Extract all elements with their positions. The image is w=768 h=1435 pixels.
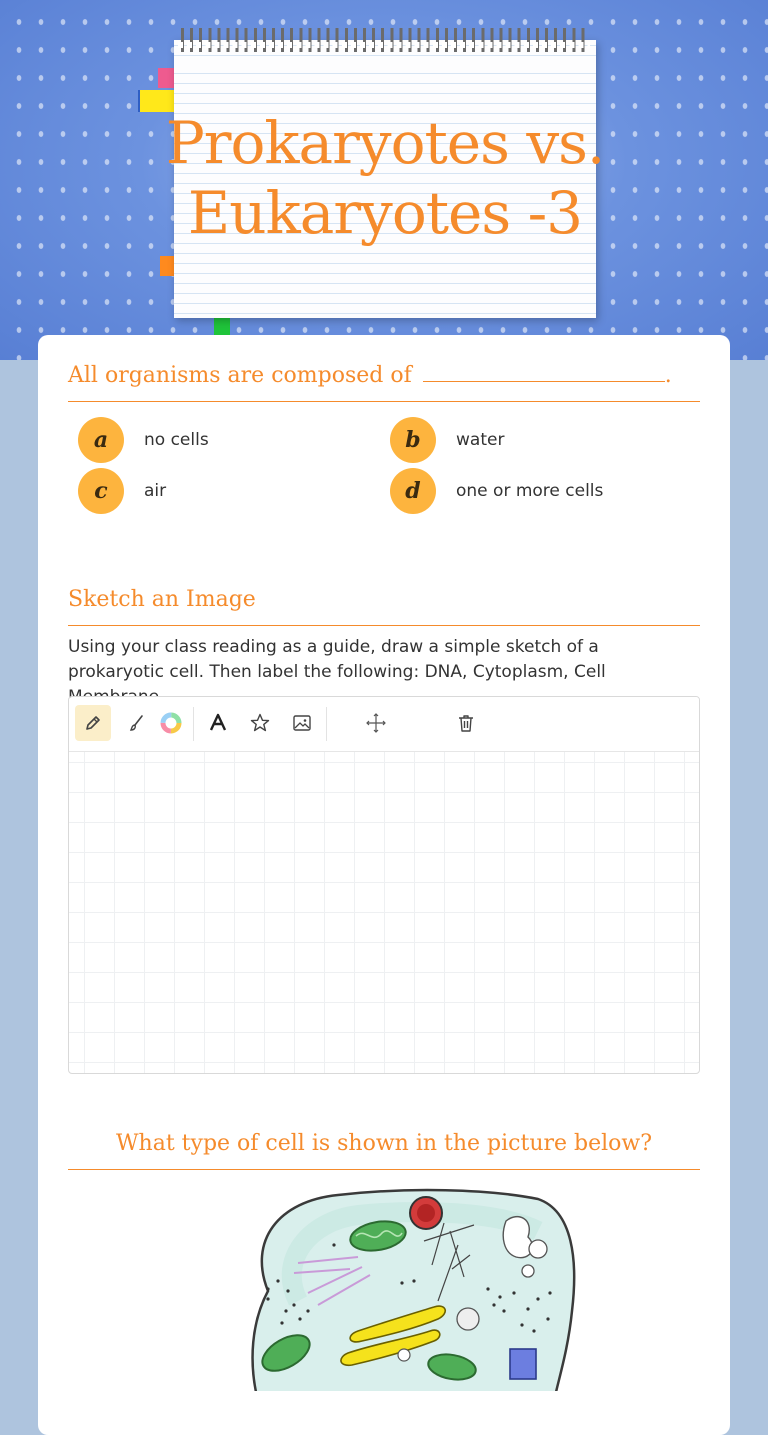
drawing-toolbar xyxy=(69,697,699,752)
divider xyxy=(68,1169,700,1170)
move-tool-button[interactable] xyxy=(358,705,394,741)
option-label: air xyxy=(144,481,167,501)
cell-illustration xyxy=(238,1181,582,1391)
option-d[interactable] xyxy=(390,468,603,514)
text-icon xyxy=(207,712,229,734)
notebook-spiral xyxy=(178,28,590,52)
image-tool-button[interactable] xyxy=(284,705,320,741)
option-a[interactable] xyxy=(78,417,209,463)
brush-icon xyxy=(127,713,147,733)
pencil-icon xyxy=(83,713,103,733)
trash-icon xyxy=(456,713,476,733)
shape-tool-button[interactable] xyxy=(242,705,278,741)
sticky-tab-green xyxy=(214,318,230,336)
page-title: Prokaryotes vs. Eukaryotes -3 xyxy=(165,109,605,247)
sketch-heading: Sketch an Image xyxy=(68,587,256,612)
option-letter-badge: d xyxy=(390,468,436,514)
brush-tool-button[interactable] xyxy=(119,705,155,741)
divider xyxy=(68,401,700,402)
sticky-tab-orange xyxy=(160,256,174,276)
question-1 xyxy=(68,363,700,388)
drawing-grid[interactable] xyxy=(69,752,699,1073)
drawing-canvas[interactable] xyxy=(68,696,700,1074)
color-wheel-icon xyxy=(160,712,182,734)
divider xyxy=(68,625,700,626)
star-icon xyxy=(249,712,271,734)
text-tool-button[interactable] xyxy=(200,705,236,741)
option-label: water xyxy=(456,430,505,450)
sketch-instructions: Using your class reading as a guide, draw a simple sketch of a prokaryotic cell. Then label the following: DNA, Cytoplasm, Cell xyxy=(68,637,606,682)
worksheet-card xyxy=(38,335,730,1435)
pencil-tool-button[interactable] xyxy=(75,705,111,741)
sticky-tab-pink xyxy=(158,68,174,88)
option-b[interactable] xyxy=(390,417,504,463)
color-picker-button[interactable] xyxy=(153,705,189,741)
question-3-prompt: What type of cell is shown in the picture below? xyxy=(115,1131,653,1156)
option-letter-badge: a xyxy=(78,417,124,463)
toolbar-separator xyxy=(193,707,194,741)
question-1-prompt: All organisms are composed of . xyxy=(68,363,672,388)
move-icon xyxy=(365,712,387,734)
header-banner xyxy=(0,0,768,360)
option-label: no cells xyxy=(144,430,209,450)
option-c[interactable] xyxy=(78,468,166,514)
image-icon xyxy=(291,712,313,734)
delete-tool-button[interactable] xyxy=(448,705,484,741)
option-letter-badge: b xyxy=(390,417,436,463)
option-label: one or more cells xyxy=(456,481,604,501)
answer-blank xyxy=(423,363,665,382)
toolbar-separator xyxy=(326,707,327,741)
option-letter-badge: c xyxy=(78,468,124,514)
